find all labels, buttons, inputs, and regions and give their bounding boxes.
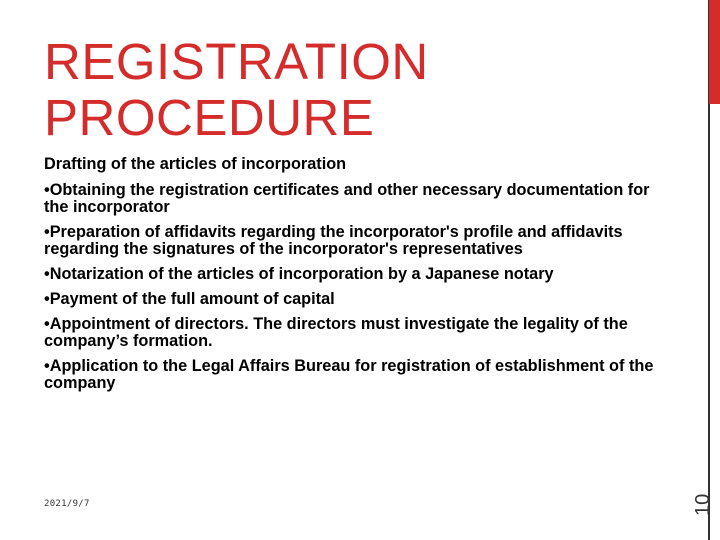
bullet-item: •Obtaining the registration certificates and other necessary documentation for the incorporator [44,181,650,216]
slide-date: 2021/9/7 [44,499,90,509]
slide-title [44,34,684,146]
bullet-item: •Application to the Legal Affairs Bureau for registration of establishment of the company [44,357,654,392]
bullet-item: •Preparation of affidavits regarding the incorporator's profile and affidavits regarding the signatures of the incorporator's representatives [44,223,623,258]
bullet-item: •Appointment of directors. The directors must investigate the legality of the company’s formation. [44,315,628,350]
slide-title-line-1: REGISTRATION [44,33,429,90]
page-number: 10 [692,493,714,516]
bullet-item: •Payment of the full amount of capital [44,290,335,308]
accent-bar [709,0,720,104]
bullet-item: •Notarization of the articles of incorporation by a Japanese notary [44,265,554,283]
slide-title-line-2: PROCEDURE [44,89,375,146]
intro-text: Drafting of the articles of incorporation [44,155,347,173]
slide-body [44,156,654,400]
